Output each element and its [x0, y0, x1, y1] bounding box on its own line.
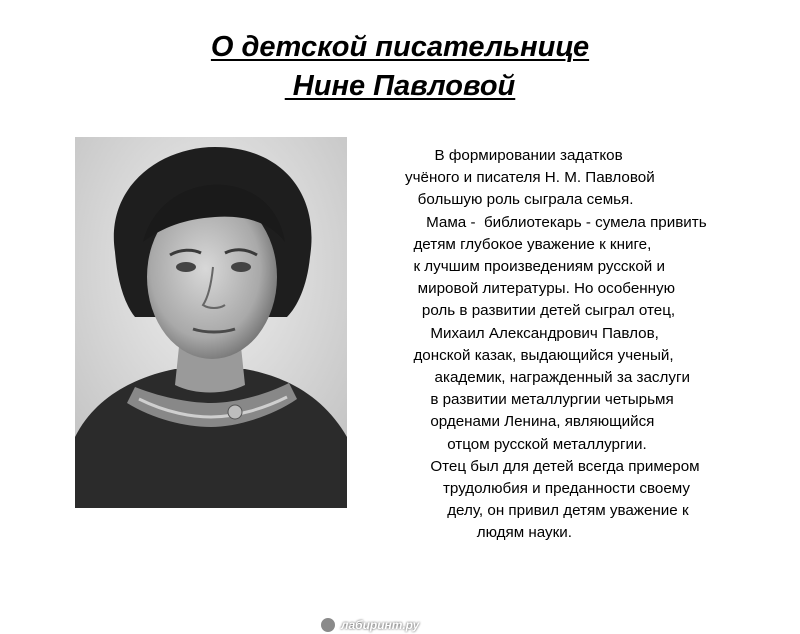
- bio-line: Мама - библиотекарь - сумела привить: [405, 213, 707, 231]
- bio-line: Михаил Александрович Павлов,: [405, 324, 659, 342]
- bio-line: делу, он привил детям уважение к: [405, 502, 689, 520]
- bio-line: академик, награжденный за заслуги: [405, 369, 690, 387]
- title-line-1: О детской писательнице: [210, 31, 590, 63]
- title-line-2: Нине Павловой: [284, 70, 516, 102]
- bio-line: большую роль сыграла семья.: [405, 191, 634, 209]
- biography-text: [405, 145, 765, 545]
- watermark-logo-icon: [319, 616, 337, 634]
- bio-line: людям науки.: [405, 524, 573, 542]
- portrait-illustration: [75, 137, 347, 508]
- bio-line: мировой литературы. Но особенную: [405, 280, 676, 298]
- bio-line: к лучшим произведениям русской и: [405, 258, 665, 276]
- photo-watermark: [319, 616, 419, 634]
- slide-title: [0, 28, 800, 106]
- bio-line: трудолюбия и преданности своему: [405, 480, 691, 498]
- bio-line: детям глубокое уважение к книге,: [405, 235, 652, 253]
- bio-line: донской казак, выдающийся ученый,: [405, 346, 674, 364]
- bio-line: в развитии металлургии четырьмя: [405, 391, 674, 409]
- bio-line: В формировании задатков: [405, 147, 623, 164]
- bio-line: роль в развитии детей сыграл отец,: [405, 302, 676, 320]
- watermark-text: лабиринт.ру: [341, 618, 420, 632]
- portrait-photo: [75, 137, 420, 632]
- bio-line: учёного и писателя Н. М. Павловой: [405, 169, 655, 187]
- bio-line: Отец был для детей всегда примером: [405, 457, 700, 475]
- bio-line: орденами Ленина, являющийся: [405, 413, 655, 431]
- bio-line: отцом русской металлургии.: [405, 435, 647, 453]
